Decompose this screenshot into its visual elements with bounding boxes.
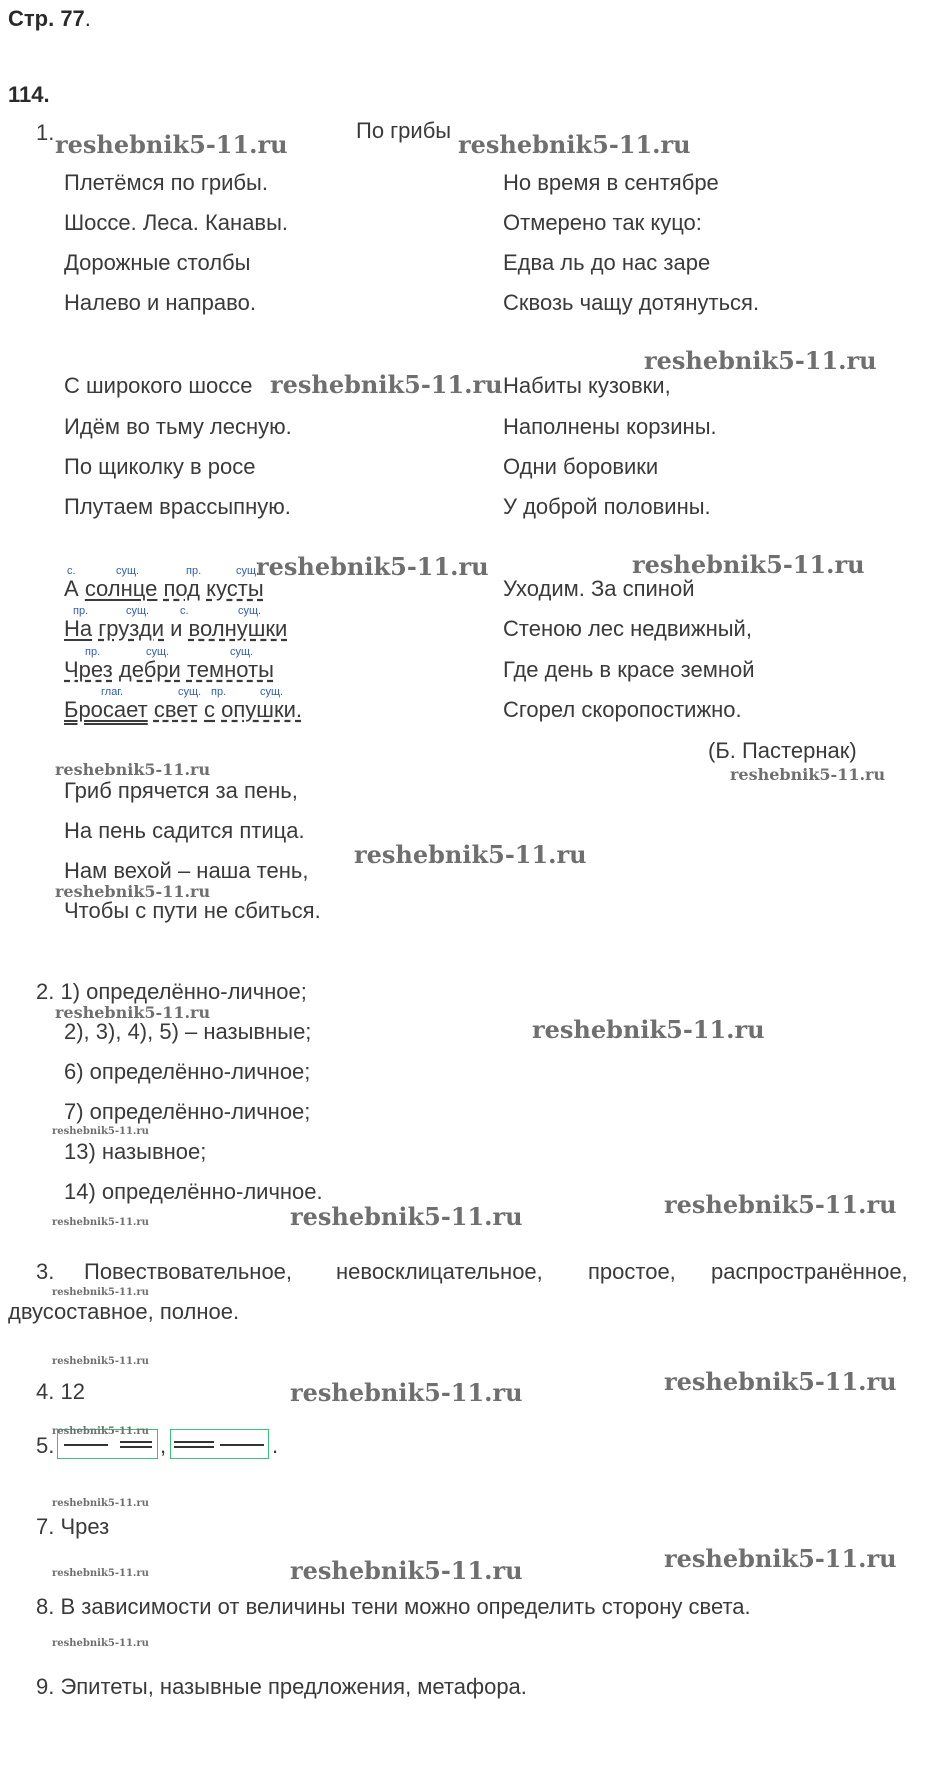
watermark: reshebnik5-11.ru xyxy=(55,130,288,159)
watermark: reshebnik5-11.ru xyxy=(55,760,211,779)
pos-label: сущ. xyxy=(146,646,170,658)
answer-2-line: 2), 3), 4), 5) – назывные; xyxy=(64,1019,312,1044)
pos-label: пр. xyxy=(186,565,202,577)
predicate-line xyxy=(174,1441,214,1448)
answer-3-word: Повествовательное, xyxy=(84,1259,293,1284)
watermark: reshebnik5-11.ru xyxy=(730,765,886,784)
watermark: reshebnik5-11.ru xyxy=(664,1544,897,1573)
poem-line: Где день в красе земной xyxy=(503,657,755,682)
answer-3-word: распространённое, xyxy=(711,1259,908,1284)
watermark: reshebnik5-11.ru xyxy=(52,1126,149,1137)
parsed-line: А солнце под кусты xyxy=(64,576,264,601)
parsed-line: Бросает свет с опушки. xyxy=(64,697,302,722)
parsed-line: На грузди и волнушки xyxy=(64,616,288,641)
poem-line: Уходим. За спиной xyxy=(503,576,695,601)
watermark: reshebnik5-11.ru xyxy=(52,1498,149,1509)
poem-line: Нам вехой – наша тень, xyxy=(64,858,309,883)
answer-2-line: 2. 1) определённо-личное; xyxy=(36,979,307,1004)
answer-2-line: 14) определённо-личное. xyxy=(64,1179,323,1204)
pos-label: пр. xyxy=(73,605,89,617)
poem-line: Но время в сентябре xyxy=(503,170,719,195)
pos-label: глаг. xyxy=(101,686,124,698)
parsed-line: Чрез дебри темноты xyxy=(64,657,274,682)
pos-label: сущ. xyxy=(126,605,150,617)
poem-line: Едва ль до нас заре xyxy=(503,250,711,275)
watermark: reshebnik5-11.ru xyxy=(354,840,587,869)
watermark: reshebnik5-11.ru xyxy=(52,1568,149,1579)
answer-3-line: двусоставное, полное. xyxy=(8,1299,240,1324)
answer-7: 7. Чрез xyxy=(36,1514,110,1539)
watermark: reshebnik5-11.ru xyxy=(52,1426,149,1437)
pos-label: с. xyxy=(180,605,189,617)
scheme-period: . xyxy=(272,1433,279,1458)
pos-label: сущ. xyxy=(230,646,254,658)
watermark: reshebnik5-11.ru xyxy=(532,1015,765,1044)
poem-line: С широкого шоссе xyxy=(64,373,253,398)
answer-3-number: 3. xyxy=(36,1259,55,1284)
pos-label: сущ. xyxy=(178,686,202,698)
poem-line: Идём во тьму лесную. xyxy=(64,414,292,439)
answer-2-line: 6) определённо-личное; xyxy=(64,1059,311,1084)
poem-line: Одни боровики xyxy=(503,454,659,479)
watermark: reshebnik5-11.ru xyxy=(290,1202,523,1231)
poem-line: На пень садится птица. xyxy=(64,818,305,843)
answer-8: 8. В зависимости от величины тени можно определить сторону света. xyxy=(36,1594,751,1619)
subject-line xyxy=(64,1444,108,1446)
poem-line: Стеною лес недвижный, xyxy=(503,616,752,641)
watermark: reshebnik5-11.ru xyxy=(632,550,865,579)
pos-label: с. xyxy=(67,565,76,577)
poem-author: (Б. Пастернак) xyxy=(708,738,857,763)
answer-4: 4. 12 xyxy=(36,1379,85,1404)
poem-line: По щиколку в росе xyxy=(64,454,256,479)
answer-3-word: простое, xyxy=(588,1259,676,1284)
poem-line: Чтобы с пути не сбиться. xyxy=(64,898,321,923)
poem-line: У доброй половины. xyxy=(503,494,711,519)
poem-line: Отмерено так куцо: xyxy=(503,210,702,235)
poem-line: Шоссе. Леса. Канавы. xyxy=(64,210,289,235)
watermark: reshebnik5-11.ru xyxy=(52,1217,149,1228)
watermark: reshebnik5-11.ru xyxy=(52,1638,149,1649)
answer-2-line: 7) определённо-личное; xyxy=(64,1099,311,1124)
poem-line: Плутаем врассыпную. xyxy=(64,494,291,519)
poem-line: Плетёмся по грибы. xyxy=(64,170,268,195)
watermark: reshebnik5-11.ru xyxy=(55,1003,211,1022)
watermark: reshebnik5-11.ru xyxy=(55,882,211,901)
answer-3-word: невосклицательное, xyxy=(336,1259,543,1284)
watermark: reshebnik5-11.ru xyxy=(664,1367,897,1396)
poem-line: Дорожные столбы xyxy=(64,250,251,275)
subject-line xyxy=(220,1444,264,1446)
poem-line: Гриб прячется за пень, xyxy=(64,778,298,803)
watermark: reshebnik5-11.ru xyxy=(290,1378,523,1407)
pos-label: сущ. xyxy=(260,686,284,698)
watermark: reshebnik5-11.ru xyxy=(52,1287,149,1298)
poem-line: Сквозь чащу дотянуться. xyxy=(503,290,760,315)
watermark: reshebnik5-11.ru xyxy=(664,1190,897,1219)
answer-2-line: 13) назывное; xyxy=(64,1139,207,1164)
poem-title: По грибы xyxy=(356,118,452,143)
exercise-number: 114. xyxy=(8,82,50,107)
poem-line: Наполнены корзины. xyxy=(503,414,717,439)
pos-label: пр. xyxy=(211,686,227,698)
pos-label: сущ. xyxy=(116,565,140,577)
scheme-comma: , xyxy=(160,1433,167,1458)
section1-number: 1. xyxy=(36,120,55,145)
watermark: reshebnik5-11.ru xyxy=(270,370,503,399)
watermark: reshebnik5-11.ru xyxy=(52,1356,149,1367)
poem-line: Набиты кузовки, xyxy=(503,373,671,398)
watermark: reshebnik5-11.ru xyxy=(290,1556,523,1585)
watermark: reshebnik5-11.ru xyxy=(644,346,877,375)
pos-label: сущ. xyxy=(236,565,260,577)
answer-9: 9. Эпитеты, назывные предложения, метафора. xyxy=(36,1674,527,1699)
page-label: Стр. 77. xyxy=(8,6,91,31)
pos-label: сущ. xyxy=(238,605,262,617)
watermark: reshebnik5-11.ru xyxy=(256,552,489,581)
poem-line: Сгорел скоропостижно. xyxy=(503,697,742,722)
poem-line: Налево и направо. xyxy=(64,290,256,315)
pos-label: пр. xyxy=(85,646,101,658)
answer-5-number: 5. xyxy=(36,1433,55,1458)
predicate-line xyxy=(120,1441,152,1448)
watermark: reshebnik5-11.ru xyxy=(458,130,691,159)
